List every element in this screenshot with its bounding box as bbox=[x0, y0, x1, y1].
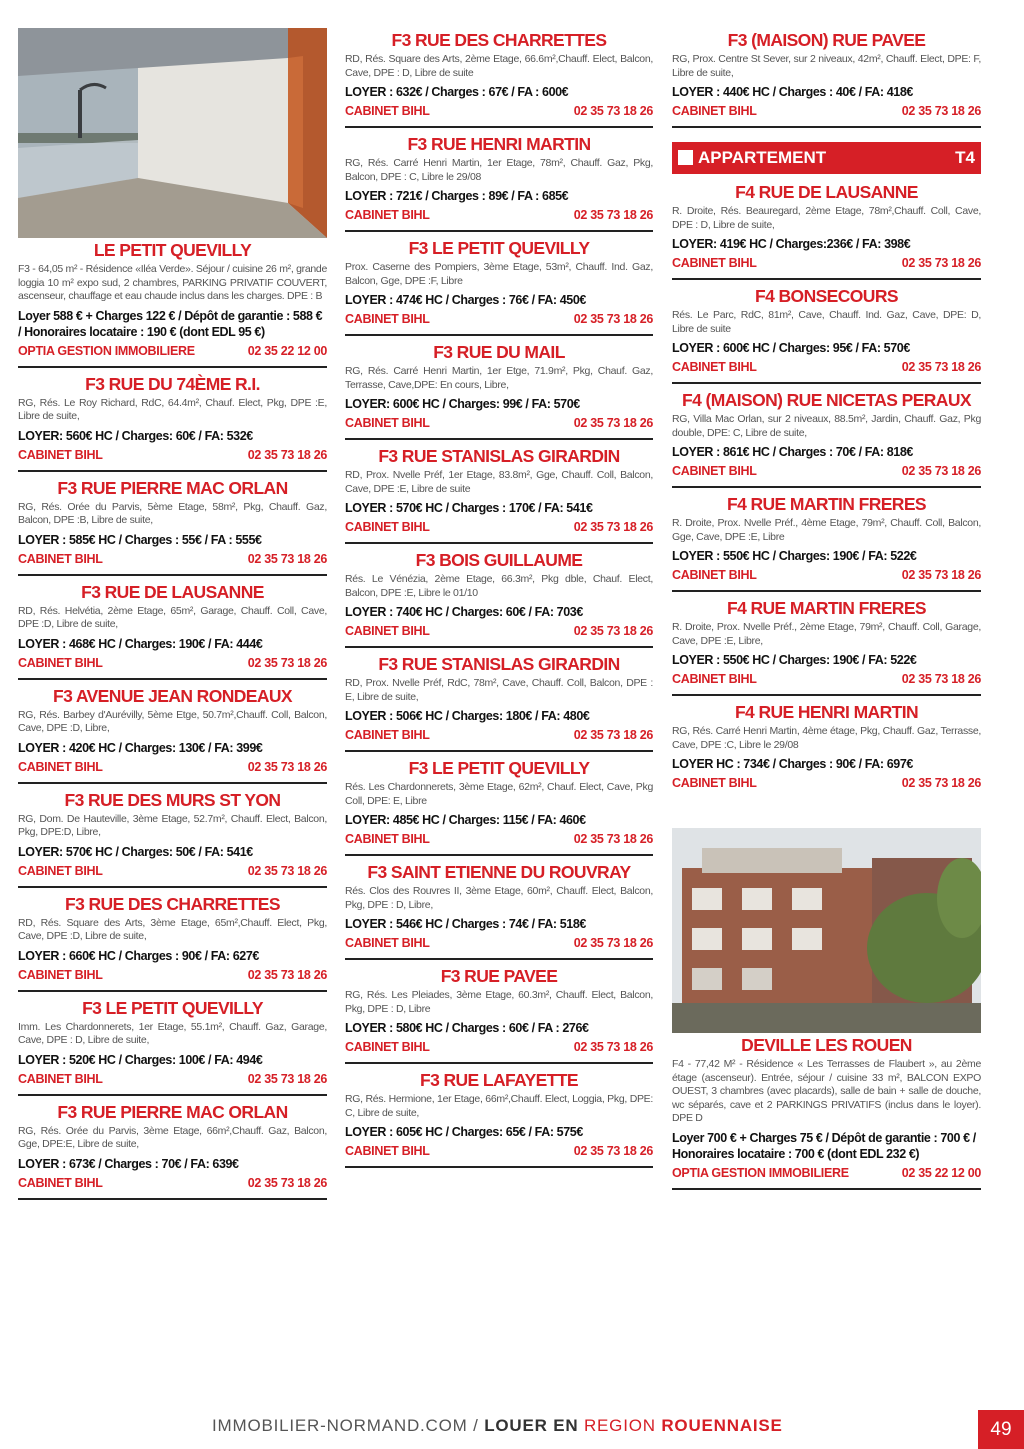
agency-phone[interactable]: 02 35 73 18 26 bbox=[247, 655, 327, 670]
agency-name: CABINET BIHL bbox=[672, 104, 757, 118]
listing-contact bbox=[345, 103, 653, 119]
listing-description: F4 - 77,42 M² - Résidence « Les Terrasses de Flaubert », au 2ème étage (ascenseur). Entrée, séjour / cuisine 33 m², BALCON EXPO OUEST, 3 chambres (avec placards), salle de bain + salle de douche, wc séparés, cave et 2 PARKINGS PRIVATIFS (inclus dans le loyer). DPE D bbox=[672, 1058, 981, 1124]
listing-title: F3 RUE DU 74ÈME R.I. bbox=[85, 373, 260, 394]
listing-contact bbox=[345, 1039, 653, 1055]
listing-contact bbox=[672, 359, 981, 375]
listing-contact bbox=[345, 415, 653, 431]
listing[interactable] bbox=[672, 280, 981, 384]
listing[interactable] bbox=[18, 784, 327, 888]
agency-phone[interactable]: 02 35 73 18 26 bbox=[573, 416, 653, 430]
listing-price: LOYER : 580€ HC / Charges : 60€ / FA : 276€ bbox=[345, 1021, 589, 1035]
listing-title: F3 LE PETIT QUEVILLY bbox=[82, 997, 263, 1018]
footer-separator: / bbox=[467, 1416, 485, 1435]
agency-name: CABINET BIHL bbox=[345, 208, 430, 222]
listing-contact bbox=[345, 519, 653, 535]
listing-title: F3 RUE PIERRE MAC ORLAN bbox=[57, 1101, 288, 1122]
listing-contact bbox=[18, 655, 327, 671]
section-label-wrap bbox=[678, 148, 826, 168]
listing-description: Prox. Caserne des Pompiers, 3ème Etage, 53m², Chauff. Ind. Gaz, Balcon, Gge, DPE :F, Libre bbox=[345, 261, 653, 287]
listing-title: F4 (MAISON) RUE NICETAS PERAUX bbox=[682, 390, 971, 410]
listing-description: Rés. Le Vénézia, 2ème Etage, 66.3m², Pkg dble, Chauf. Elect, Balcon, DPE :E, Libre le 01/10 bbox=[345, 573, 653, 599]
agency-name: CABINET BIHL bbox=[18, 863, 103, 878]
listing[interactable] bbox=[18, 680, 327, 784]
agency-phone[interactable]: 02 35 73 18 26 bbox=[573, 728, 653, 742]
listing-description: RG, Rés. Les Pleiades, 3ème Etage, 60.3m², Chauff. Elect, Balcon, Pkg, DPE : D, Libre bbox=[345, 989, 653, 1015]
listing-price: LOYER HC : 734€ / Charges : 90€ / FA: 697€ bbox=[672, 757, 913, 771]
listing-price: LOYER : 673€ / Charges : 70€ / FA: 639€ bbox=[18, 1156, 239, 1171]
listing-description: RG, Dom. De Hauteville, 3ème Etage, 52.7m², Chauff. Elect, Balcon, Pkg, DPE:D, Libre, bbox=[18, 812, 327, 838]
listing[interactable] bbox=[18, 576, 327, 680]
listing-title: F3 RUE DES CHARRETTES bbox=[65, 893, 280, 914]
listing-description: Rés. Clos des Rouvres II, 3ème Etage, 60m², Chauff. Elect, Balcon, Pkg, DPE : D, Libre, bbox=[345, 885, 653, 911]
listing-title: F4 RUE MARTIN FRERES bbox=[727, 494, 926, 514]
listing-title: F3 SAINT ETIENNE DU ROUVRAY bbox=[367, 862, 631, 882]
listing-contact bbox=[18, 447, 327, 463]
listing[interactable] bbox=[345, 28, 653, 128]
agency-phone[interactable]: 02 35 73 18 26 bbox=[901, 256, 981, 270]
listing-description: RG, Prox. Centre St Sever, sur 2 niveaux, 42m², Chauff. Elect, DPE: F, Libre de suite, bbox=[672, 53, 981, 79]
footer-region: REGION bbox=[583, 1416, 662, 1435]
agency-phone[interactable]: 02 35 73 18 26 bbox=[247, 967, 327, 982]
listing-title: F3 RUE STANISLAS GIRARDIN bbox=[378, 446, 620, 466]
listing-description: RG, Rés. Hermione, 1er Etage, 66m²,Chauff. Elect, Loggia, Pkg, DPE: C, Libre de suite, bbox=[345, 1093, 653, 1119]
listing-contact bbox=[18, 1175, 327, 1191]
listing-price: LOYER : 420€ HC / Charges: 130€ / FA: 399€ bbox=[18, 740, 263, 755]
page-number: 49 bbox=[978, 1410, 1024, 1449]
agency-name: CABINET BIHL bbox=[345, 416, 430, 430]
agency-phone[interactable]: 02 35 73 18 26 bbox=[247, 1175, 327, 1190]
agency-name: OPTIA GESTION IMMOBILIERE bbox=[18, 343, 195, 358]
listing-description: RD, Rés. Square des Arts, 3ème Etage, 65m²,Chauff. Elect, Pkg, Cave, DPE :D, Libre de suite, bbox=[18, 916, 327, 942]
listing-contact bbox=[18, 863, 327, 879]
listing[interactable] bbox=[18, 472, 327, 576]
column-1 bbox=[18, 28, 327, 1200]
listing-contact bbox=[672, 463, 981, 479]
listing-price: LOYER : 660€ HC / Charges : 90€ / FA: 627€ bbox=[18, 948, 259, 963]
listing-title: F3 RUE STANISLAS GIRARDIN bbox=[378, 654, 620, 674]
agency-name: CABINET BIHL bbox=[18, 967, 103, 982]
listing-contact bbox=[345, 1143, 653, 1159]
agency-name: CABINET BIHL bbox=[345, 936, 430, 950]
listing-contact bbox=[345, 623, 653, 639]
listing-title: F3 BOIS GUILLAUME bbox=[415, 550, 583, 570]
listing[interactable] bbox=[18, 992, 327, 1096]
listing-price: LOYER : 546€ HC / Charges : 74€ / FA: 518€ bbox=[345, 917, 586, 931]
agency-name: CABINET BIHL bbox=[345, 104, 430, 118]
listing-title: F4 RUE HENRI MARTIN bbox=[734, 702, 919, 722]
listing-contact bbox=[18, 343, 327, 359]
listing-contact bbox=[672, 775, 981, 791]
listing-price: LOYER : 550€ HC / Charges: 190€ / FA: 522€ bbox=[672, 653, 917, 667]
agency-name: CABINET BIHL bbox=[18, 759, 103, 774]
listing-price: LOYER : 861€ HC / Charges : 70€ / FA: 818€ bbox=[672, 445, 913, 459]
agency-phone[interactable]: 02 35 22 12 00 bbox=[901, 1165, 981, 1180]
listing-description: RG, Rés. Orée du Parvis, 5ème Etage, 58m², Pkg, Chauff. Gaz, Balcon, DPE :B, Libre de suite, bbox=[18, 500, 327, 526]
featured-listing-petit-quevilly[interactable] bbox=[18, 238, 327, 368]
agency-name: CABINET BIHL bbox=[345, 832, 430, 846]
listing-price: LOYER : 721€ / Charges : 89€ / FA : 685€ bbox=[345, 189, 569, 203]
section-label: APPARTEMENT bbox=[698, 148, 827, 167]
column-3 bbox=[672, 28, 981, 1190]
listing-description: RD, Rés. Square des Arts, 2ème Etage, 66.6m²,Chauff. Elect, Balcon, Cave, DPE : D, Libre de suite bbox=[345, 53, 653, 79]
listing-description: Rés. Le Parc, RdC, 81m², Cave, Chauff. Ind. Gaz, Cave, DPE: D, Libre de suite bbox=[672, 309, 981, 335]
listing-price: LOYER: 419€ HC / Charges:236€ / FA: 398€ bbox=[672, 237, 911, 251]
agency-name: CABINET BIHL bbox=[345, 1144, 430, 1158]
listing[interactable] bbox=[18, 1096, 327, 1200]
listing-title: F3 RUE DE LAUSANNE bbox=[81, 581, 264, 602]
agency-phone[interactable]: 02 35 73 18 26 bbox=[901, 360, 981, 374]
agency-phone[interactable]: 02 35 73 18 26 bbox=[573, 208, 653, 222]
listing-title: DEVILLE LES ROUEN bbox=[741, 1035, 912, 1055]
listing-description: RG, Villa Mac Orlan, sur 2 niveaux, 88.5m², Jardin, Chauff. Gaz, Pkg double, DPE: C, Libre de suite, bbox=[672, 413, 981, 439]
listing-title: F3 RUE DU MAIL bbox=[433, 342, 565, 362]
listing-description: RD, Prox. Nvelle Préf, 1er Etage, 83.8m², Gge, Chauff. Coll, Balcon, Cave, DPE :E, Libre de suite bbox=[345, 469, 653, 495]
listing-contact bbox=[672, 671, 981, 687]
agency-name: CABINET BIHL bbox=[672, 256, 757, 270]
listing[interactable] bbox=[345, 128, 653, 232]
listing-price: LOYER : 585€ HC / Charges : 55€ / FA : 555€ bbox=[18, 532, 262, 547]
listing-title: F4 RUE MARTIN FRERES bbox=[727, 598, 926, 618]
agency-phone[interactable]: 02 35 73 18 26 bbox=[573, 936, 653, 950]
agency-phone[interactable]: 02 35 73 18 26 bbox=[573, 1144, 653, 1158]
listing-price: LOYER : 632€ / Charges : 67€ / FA : 600€ bbox=[345, 85, 569, 99]
agency-phone[interactable]: 02 35 73 18 26 bbox=[901, 568, 981, 582]
listing-title: F3 RUE PIERRE MAC ORLAN bbox=[57, 477, 288, 498]
listing-contact bbox=[672, 255, 981, 271]
listing-description: RD, Prox. Nvelle Préf, RdC, 78m², Cave, Chauff. Coll, Balcon, DPE : E, Libre de suite, bbox=[345, 677, 653, 703]
listing-price: LOYER : 570€ HC / Charges : 170€ / FA: 541€ bbox=[345, 501, 593, 515]
listing-title: LE PETIT QUEVILLY bbox=[93, 240, 252, 260]
square-bullet-icon bbox=[678, 150, 693, 165]
listing-contact bbox=[18, 759, 327, 775]
listing-contact bbox=[345, 727, 653, 743]
listing-price: LOYER : 550€ HC / Charges: 190€ / FA: 522€ bbox=[672, 549, 917, 563]
listing-title: F3 RUE LAFAYETTE bbox=[420, 1070, 578, 1090]
listing-description: RG, Rés. Orée du Parvis, 3ème Etage, 66m²,Chauff. Gaz, Balcon, Gge, DPE:E, Libre de suite, bbox=[18, 1124, 327, 1150]
listing[interactable] bbox=[345, 752, 653, 856]
listing-price: LOYER: 570€ HC / Charges: 50€ / FA: 541€ bbox=[18, 844, 253, 859]
listing[interactable] bbox=[345, 960, 653, 1064]
agency-phone[interactable]: 02 35 73 18 26 bbox=[901, 104, 981, 118]
listing[interactable] bbox=[672, 28, 981, 128]
agency-name: CABINET BIHL bbox=[672, 464, 757, 478]
featured-photo-building bbox=[672, 828, 981, 1033]
listing-contact bbox=[18, 551, 327, 567]
listing[interactable] bbox=[345, 440, 653, 544]
agency-name: CABINET BIHL bbox=[18, 551, 103, 566]
agency-name: CABINET BIHL bbox=[345, 312, 430, 326]
listing-title: F4 BONSECOURS bbox=[755, 286, 898, 306]
listing-contact bbox=[345, 831, 653, 847]
listing-description: Rés. Les Chardonnerets, 3ème Etage, 62m², Chauf. Elect, Cave, Pkg Coll, DPE: E, Libre bbox=[345, 781, 653, 807]
agency-phone[interactable]: 02 35 73 18 26 bbox=[573, 520, 653, 534]
agency-name: CABINET BIHL bbox=[345, 624, 430, 638]
column-2 bbox=[345, 28, 653, 1168]
agency-name: CABINET BIHL bbox=[672, 360, 757, 374]
agency-name: CABINET BIHL bbox=[672, 776, 757, 790]
listing-price: LOYER : 506€ HC / Charges: 180€ / FA: 480€ bbox=[345, 709, 590, 723]
footer-city: ROUENNAISE bbox=[661, 1416, 783, 1435]
listing-price: LOYER : 440€ HC / Charges : 40€ / FA: 418€ bbox=[672, 85, 913, 99]
listing[interactable] bbox=[345, 544, 653, 648]
listing[interactable] bbox=[672, 592, 981, 696]
agency-phone[interactable]: 02 35 73 18 26 bbox=[573, 1040, 653, 1054]
listing-price: LOYER: 485€ HC / Charges: 115€ / FA: 460€ bbox=[345, 813, 586, 827]
agency-phone[interactable]: 02 35 73 18 26 bbox=[901, 464, 981, 478]
listing-price: LOYER : 520€ HC / Charges: 100€ / FA: 494€ bbox=[18, 1052, 263, 1067]
listing-price: Loyer 700 € + Charges 75 € / Dépôt de garantie : 700 € / Honoraires locataire : 700 € (dont EDL 232 €) bbox=[672, 1130, 976, 1161]
listing-contact bbox=[672, 567, 981, 583]
listing-contact bbox=[18, 1071, 327, 1087]
agency-phone[interactable]: 02 35 22 12 00 bbox=[247, 343, 327, 358]
footer-louer: LOUER EN bbox=[484, 1416, 584, 1435]
listing-description: F3 - 64,05 m² - Résidence «Iléa Verde». Séjour / cuisine 26 m², grande loggia 10 m² expo sud, 2 chambres, PARKING PRIVATIF COUVERT, ascenseur, chauffage et eau chaude inclus dans les charges. DPE : B bbox=[18, 263, 327, 302]
building-illustration bbox=[672, 828, 981, 1033]
listing[interactable] bbox=[672, 696, 981, 798]
agency-phone[interactable]: 02 35 73 18 26 bbox=[247, 759, 327, 774]
agency-phone[interactable]: 02 35 73 18 26 bbox=[247, 863, 327, 878]
listing[interactable] bbox=[672, 384, 981, 488]
listing-description: RG, Rés. Carré Henri Martin, 4ème étage, Pkg, Chauff. Gaz, Terrasse, Cave, DPE :C, Libre le 29/08 bbox=[672, 725, 981, 751]
agency-name: CABINET BIHL bbox=[345, 1040, 430, 1054]
listing[interactable] bbox=[345, 648, 653, 752]
footer-text bbox=[212, 1416, 783, 1436]
featured-photo-loggia bbox=[18, 28, 327, 238]
agency-name: CABINET BIHL bbox=[345, 520, 430, 534]
listing[interactable] bbox=[672, 488, 981, 592]
agency-phone[interactable]: 02 35 73 18 26 bbox=[573, 104, 653, 118]
listing-contact bbox=[345, 311, 653, 327]
agency-phone[interactable]: 02 35 73 18 26 bbox=[901, 776, 981, 790]
agency-phone[interactable]: 02 35 73 18 26 bbox=[247, 551, 327, 566]
listing-description: R. Droite, Prox. Nvelle Préf., 2ème Etage, 79m², Chauff. Coll, Garage, Cave, DPE :E, Libre, bbox=[672, 621, 981, 647]
agency-name: CABINET BIHL bbox=[18, 447, 103, 462]
listing[interactable] bbox=[345, 336, 653, 440]
listing[interactable] bbox=[672, 176, 981, 280]
listing-description: Imm. Les Chardonnerets, 1er Etage, 55.1m², Chauff. Gaz, Garage, Cave, DPE : D, Libre de suite, bbox=[18, 1020, 327, 1046]
listing-title: F3 RUE HENRI MARTIN bbox=[407, 134, 591, 154]
agency-phone[interactable]: 02 35 73 18 26 bbox=[573, 832, 653, 846]
agency-name: CABINET BIHL bbox=[345, 728, 430, 742]
agency-phone[interactable]: 02 35 73 18 26 bbox=[573, 624, 653, 638]
listing-title: F3 AVENUE JEAN RONDEAUX bbox=[52, 685, 293, 706]
listing-price: LOYER : 468€ HC / Charges: 190€ / FA: 444€ bbox=[18, 636, 263, 651]
listing-description: R. Droite, Rés. Beauregard, 2ème Etage, 78m²,Chauff. Coll, Cave, DPE : D, Libre de suite, bbox=[672, 205, 981, 231]
listing-contact bbox=[18, 967, 327, 983]
listing-contact bbox=[672, 1165, 981, 1181]
agency-name: CABINET BIHL bbox=[672, 672, 757, 686]
listing-title: F3 (MAISON) RUE PAVEE bbox=[727, 30, 926, 50]
listing-price: LOYER : 605€ HC / Charges: 65€ / FA: 575€ bbox=[345, 1125, 583, 1139]
listing[interactable] bbox=[345, 856, 653, 960]
listing-price: LOYER : 474€ HC / Charges : 76€ / FA: 450€ bbox=[345, 293, 586, 307]
footer-site-link[interactable]: IMMOBILIER-NORMAND.COM bbox=[212, 1416, 468, 1435]
section-header-appartement-t4 bbox=[672, 142, 981, 174]
listing-title: F3 LE PETIT QUEVILLY bbox=[408, 758, 590, 778]
section-type: T4 bbox=[955, 148, 975, 167]
agency-name: OPTIA GESTION IMMOBILIERE bbox=[672, 1165, 849, 1180]
listing-title: F3 RUE DES CHARRETTES bbox=[391, 30, 607, 50]
listing[interactable] bbox=[345, 1064, 653, 1168]
listing-contact bbox=[672, 103, 981, 119]
listing[interactable] bbox=[345, 232, 653, 336]
listing-description: RG, Rés. Le Roy Richard, RdC, 64.4m², Chauf. Elect, Pkg, DPE :E, Libre de suite, bbox=[18, 396, 327, 422]
agency-name: CABINET BIHL bbox=[18, 655, 103, 670]
listing-title: F3 RUE DES MURS ST YON bbox=[64, 789, 281, 810]
agency-phone[interactable]: 02 35 73 18 26 bbox=[573, 312, 653, 326]
listing-contact bbox=[345, 207, 653, 223]
listing-price: Loyer 588 € + Charges 122 € / Dépôt de garantie : 588 € / Honoraires locataire : 190 € (dont EDL 95 €) bbox=[18, 308, 323, 339]
agency-phone[interactable]: 02 35 73 18 26 bbox=[247, 1071, 327, 1086]
listing[interactable] bbox=[18, 368, 327, 472]
listing-description: RG, Rés. Carré Henri Martin, 1er Etge, 71.9m², Pkg, Chauf. Gaz, Terrasse, Cave,DPE: En cours, Libre, bbox=[345, 365, 653, 391]
listing-price: LOYER: 600€ HC / Charges: 99€ / FA: 570€ bbox=[345, 397, 580, 411]
listing-price: LOYER : 740€ HC / Charges: 60€ / FA: 703€ bbox=[345, 605, 583, 619]
listing-title: F3 RUE PAVEE bbox=[440, 966, 558, 986]
listing-contact bbox=[345, 935, 653, 951]
listing-price: LOYER : 600€ HC / Charges: 95€ / FA: 570€ bbox=[672, 341, 910, 355]
featured-listing-deville-les-rouen[interactable] bbox=[672, 1033, 981, 1190]
listing-price: LOYER: 560€ HC / Charges: 60€ / FA: 532€ bbox=[18, 428, 253, 443]
listing-description: RD, Rés. Helvétia, 2ème Etage, 65m², Garage, Chauff. Coll, Cave, DPE :D, Libre de suite, bbox=[18, 604, 327, 630]
agency-phone[interactable]: 02 35 73 18 26 bbox=[247, 447, 327, 462]
listing-description: R. Droite, Prox. Nvelle Préf., 4ème Etage, 79m², Chauff. Coll, Balcon, Gge, Cave, DPE :E, Libre bbox=[672, 517, 981, 543]
loggia-illustration bbox=[18, 28, 327, 238]
listing-title: F4 RUE DE LAUSANNE bbox=[735, 182, 918, 202]
agency-name: CABINET BIHL bbox=[18, 1071, 103, 1086]
agency-name: CABINET BIHL bbox=[18, 1175, 103, 1190]
listing-title: F3 LE PETIT QUEVILLY bbox=[408, 238, 590, 258]
agency-name: CABINET BIHL bbox=[672, 568, 757, 582]
agency-phone[interactable]: 02 35 73 18 26 bbox=[901, 672, 981, 686]
listing-description: RG, Rés. Barbey d'Aurévilly, 5ème Etge, 50.7m²,Chauff. Coll, Balcon, Cave, DPE :D, Libre, bbox=[18, 708, 327, 734]
listing-description: RG, Rés. Carré Henri Martin, 1er Etage, 78m², Chauff. Gaz, Pkg, Balcon, DPE : C, Libre le 29/08 bbox=[345, 157, 653, 183]
listing[interactable] bbox=[18, 888, 327, 992]
